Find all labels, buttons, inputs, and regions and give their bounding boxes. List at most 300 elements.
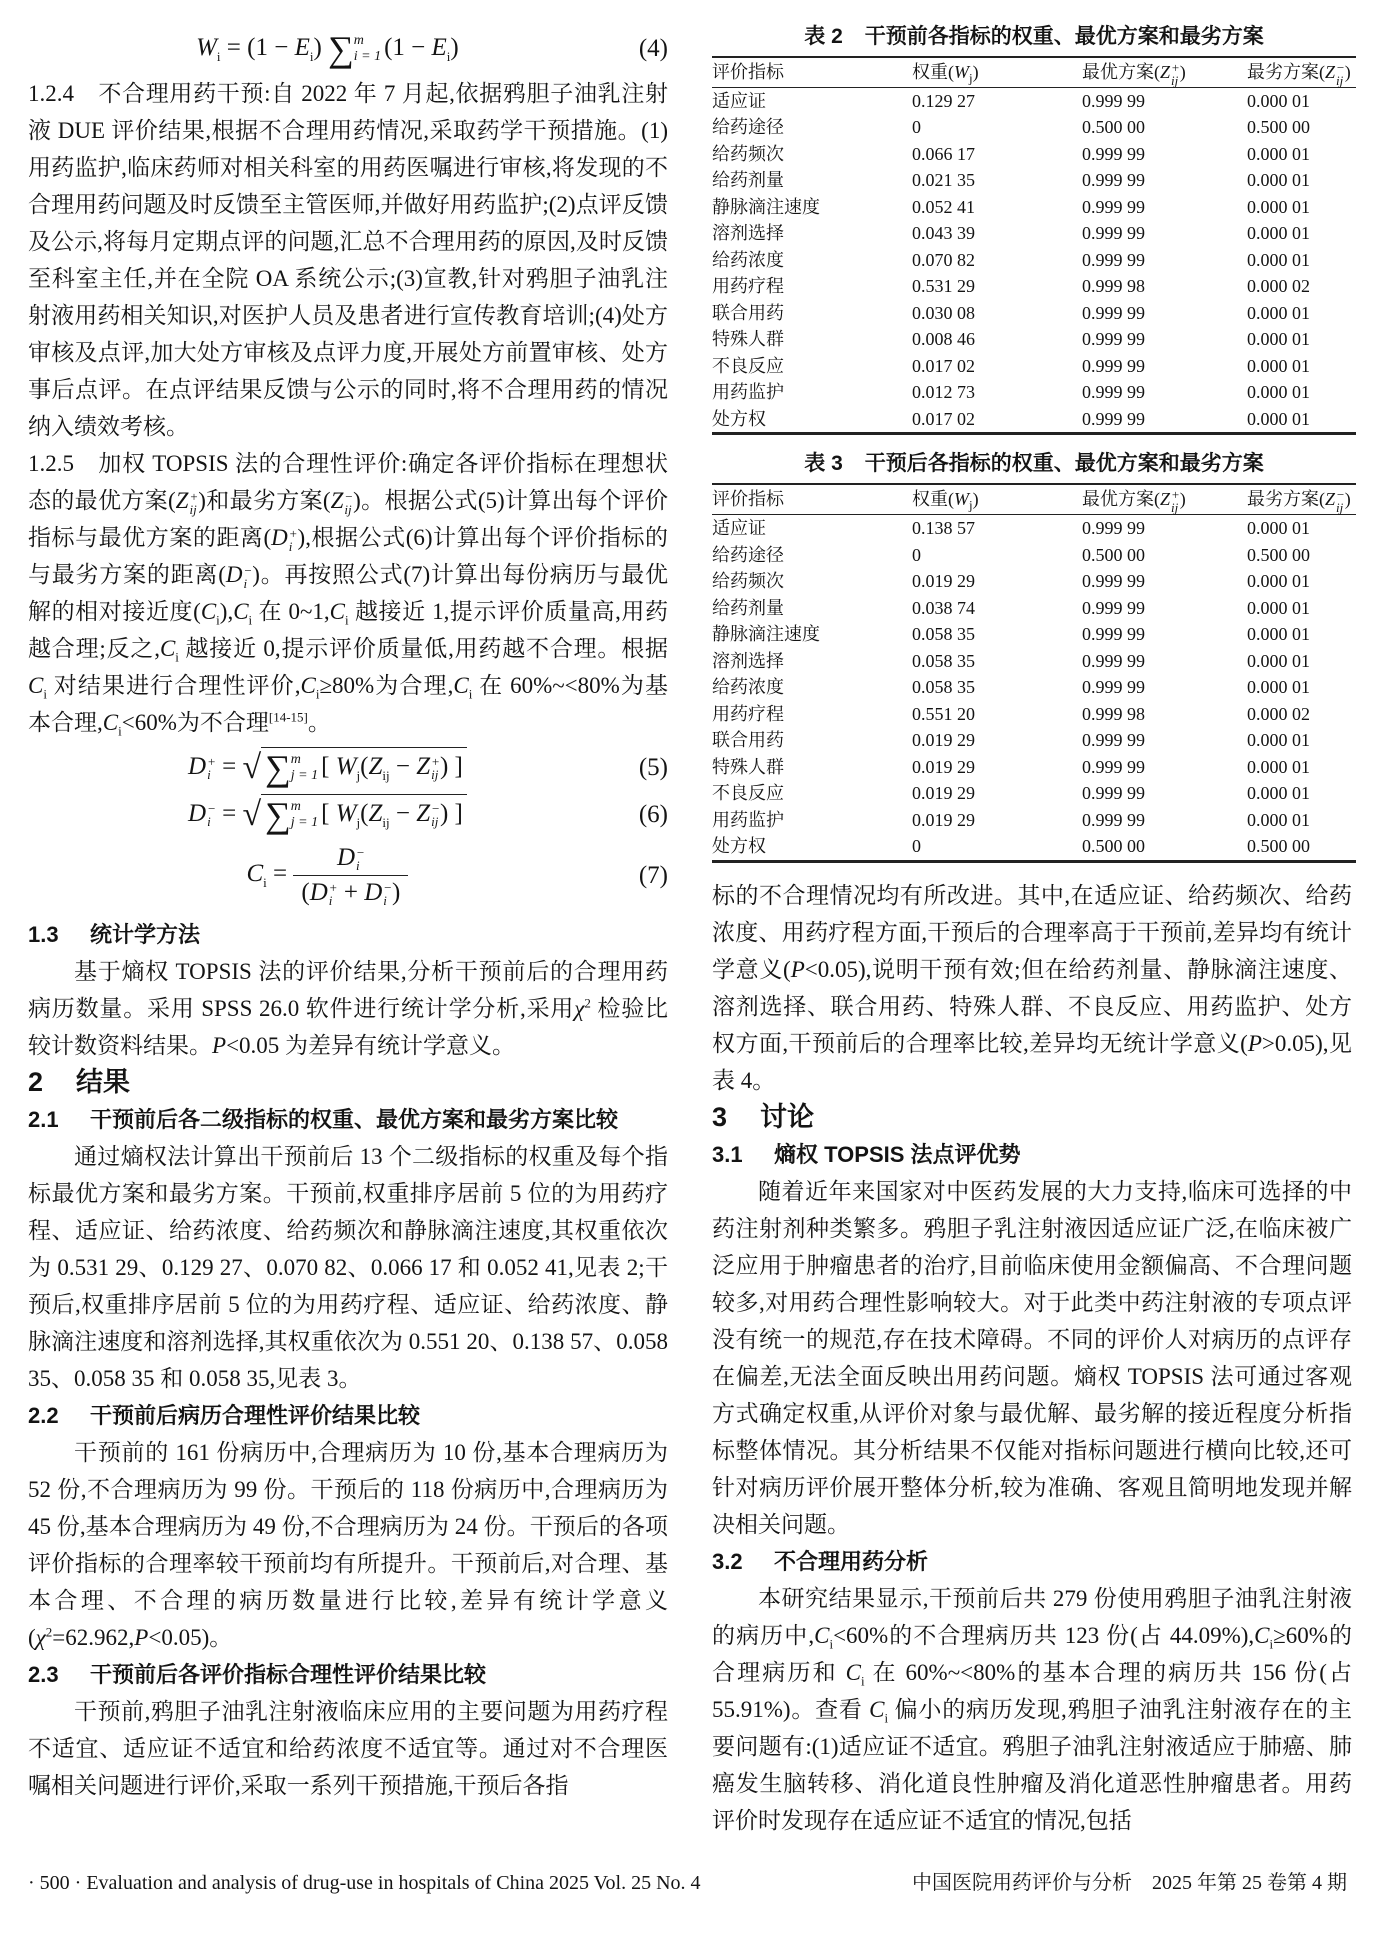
cell-worst: 0.000 01	[1247, 783, 1310, 804]
section-heading-2-2	[28, 1397, 668, 1434]
text: )	[1344, 489, 1351, 510]
sub-ij: ij	[382, 815, 390, 830]
var-z: Z	[416, 800, 431, 827]
table-2	[712, 22, 1356, 435]
var-d: D	[364, 879, 383, 906]
header-weight	[912, 58, 1082, 87]
sub-i: i	[309, 49, 314, 64]
table-row	[712, 648, 1356, 675]
text: 越接近 0,提示评价质量低,用药越不合理。根据	[178, 636, 669, 661]
cell-indicator: 给药剂量	[712, 170, 784, 191]
script-ij-minus	[344, 490, 353, 516]
rparen: )	[439, 800, 449, 827]
cell-best: 0.999 99	[1082, 650, 1145, 671]
text: >0.05),见表 4。	[712, 1030, 1352, 1093]
fraction	[293, 841, 408, 910]
plus: +	[337, 879, 365, 906]
var-d: D	[188, 753, 207, 780]
table-row	[712, 141, 1356, 168]
sub-i: i	[118, 723, 122, 739]
cell-weight: 0.070 82	[912, 249, 975, 270]
text: =62.962,	[52, 1625, 135, 1650]
formula-6	[188, 794, 467, 835]
equation-number: (6)	[638, 800, 668, 828]
text: <60%的不合理病历共 123 份(占 44.09%),	[833, 1622, 1255, 1648]
section-title: 统计学方法	[90, 922, 201, 947]
text: 最劣方案(	[1247, 62, 1325, 82]
cell-best: 0.999 99	[1082, 597, 1145, 618]
sup: −	[243, 562, 253, 578]
sub-j: j	[356, 815, 361, 830]
table-title	[712, 449, 1356, 483]
sup: +	[1171, 59, 1180, 75]
sub-j: j	[356, 768, 361, 783]
cell-worst: 0.000 01	[1247, 223, 1310, 244]
text: 基于熵权 TOPSIS 法的评价结果,分析干预前后的合理用药病历数量。采用 SPSS 26.0 软件进行统计学分析,采用	[28, 959, 668, 1021]
var-c: C	[814, 1622, 830, 1648]
cell-indicator: 静脉滴注速度	[712, 196, 820, 217]
text: <60%为不合理	[121, 710, 269, 735]
table-number: 表 2	[804, 25, 843, 48]
section-title: 不合理用药分析	[774, 1548, 929, 1574]
cell-weight: 0.017 02	[912, 408, 975, 429]
cell-best: 0.999 99	[1082, 170, 1145, 191]
var-c: C	[233, 599, 249, 624]
cell-weight: 0.021 35	[912, 170, 975, 191]
sub: ij	[431, 814, 439, 830]
var-e: E	[431, 34, 447, 61]
radicand	[261, 747, 467, 787]
var-chi: χ	[35, 1625, 46, 1650]
text: ),	[219, 599, 234, 624]
table-row	[712, 542, 1356, 569]
text: ),根据公式(6)计算出每个评价指标的与最劣方案的距离(	[28, 525, 668, 587]
table-header-row	[712, 485, 1356, 515]
paragraph-2-3: 干预前,鸦胆子油乳注射液临床应用的主要问题为用药疗程不适宜、适应证不适宜和给药浓度不适宜等。通过对不合理医嘱相关问题进行评价,采取一系列干预措施,干预后各指	[28, 1699, 668, 1798]
cell-weight: 0.058 35	[912, 677, 975, 698]
sup: +	[328, 880, 338, 896]
cell-best: 0.999 99	[1082, 382, 1145, 403]
sub: i	[383, 893, 387, 909]
sup: +	[431, 754, 440, 770]
cell-worst: 0.000 01	[1247, 355, 1310, 376]
cell-weight: 0.043 39	[912, 223, 975, 244]
cell-worst: 0.000 01	[1247, 597, 1310, 618]
lower-limit: j = 1	[290, 768, 319, 784]
var-d: D	[188, 800, 207, 827]
table-caption: 干预后各指标的权重、最优方案和最劣方案	[864, 452, 1264, 476]
sub-i: i	[860, 1673, 865, 1689]
sup: −	[344, 488, 354, 504]
var-c: C	[159, 636, 176, 661]
cell-indicator: 不良反应	[712, 355, 784, 376]
cell-indicator: 特殊人群	[712, 329, 784, 350]
table-row	[712, 88, 1356, 115]
script-i-plus	[329, 881, 338, 907]
var-w: W	[954, 489, 969, 510]
cell-worst: 0.000 01	[1247, 518, 1310, 539]
cell-weight: 0	[912, 117, 921, 138]
sup: −	[356, 845, 365, 861]
cell-weight: 0	[912, 544, 921, 565]
table-body	[712, 483, 1356, 862]
table-row	[712, 833, 1356, 860]
cell-indicator: 用药监护	[712, 809, 784, 830]
sub: i	[356, 858, 360, 874]
table-number: 表 3	[804, 452, 843, 476]
sum-limits	[291, 799, 318, 831]
script-i-plus	[289, 527, 298, 553]
table-caption: 干预前各指标的权重、最优方案和最劣方案	[864, 25, 1264, 48]
section-title: 干预前后病历合理性评价结果比较	[90, 1403, 421, 1428]
cell-worst: 0.500 00	[1247, 117, 1310, 138]
header-worst	[1247, 485, 1356, 514]
cell-best: 0.999 98	[1082, 703, 1145, 724]
table-body	[712, 56, 1356, 435]
table-row	[712, 273, 1356, 300]
cell-indicator: 处方权	[712, 408, 766, 429]
cell-weight: 0.008 46	[912, 329, 975, 350]
cell-weight: 0.058 35	[912, 624, 975, 645]
var-chi: χ	[574, 996, 585, 1021]
cell-best: 0.500 00	[1082, 117, 1145, 138]
script-i-minus	[356, 846, 365, 872]
var-p: P	[1247, 1030, 1262, 1056]
table-row	[712, 379, 1356, 406]
text: )	[1179, 489, 1186, 510]
equals: =	[273, 860, 288, 888]
denominator	[293, 875, 408, 910]
cell-weight: 0.551 20	[912, 703, 975, 724]
table-row	[712, 701, 1356, 728]
minus: −	[389, 753, 417, 780]
table-row	[712, 727, 1356, 754]
rparen: )	[450, 34, 459, 61]
text: 越接近 1,提示评价质量高,用药越合理;反之,	[28, 599, 669, 661]
cell-indicator: 给药途径	[712, 544, 784, 565]
lparen: (	[301, 879, 310, 906]
cell-worst: 0.000 01	[1247, 677, 1310, 698]
section-heading-2-1	[28, 1101, 668, 1138]
paragraph-1-3	[28, 953, 668, 1064]
sup-2: 2	[584, 995, 591, 1011]
sub-i: i	[216, 49, 221, 64]
script-ij-minus	[431, 802, 440, 828]
table-row	[712, 674, 1356, 701]
header-weight	[912, 485, 1082, 514]
sub: ij	[1171, 72, 1179, 88]
text: 权重(	[912, 489, 954, 510]
text: 本研究结果显示,干预前后共 279 份使用鸦胆子油乳注射液的病历中,	[712, 1585, 1352, 1648]
section-heading-3-2	[712, 1543, 1352, 1580]
cell-worst: 0.000 01	[1247, 408, 1310, 429]
lower-limit: j = 1	[290, 815, 319, 831]
text: 最优方案(	[1082, 62, 1160, 82]
sub-ij: ij	[382, 768, 390, 783]
cell-worst: 0.000 01	[1247, 90, 1310, 111]
section-title: 干预前后各评价指标合理性评价结果比较	[90, 1662, 487, 1687]
cell-best: 0.999 99	[1082, 756, 1145, 777]
cell-best: 0.999 99	[1082, 783, 1145, 804]
cell-worst: 0.000 01	[1247, 329, 1310, 350]
text: 最劣方案(	[1247, 489, 1325, 510]
minus: −	[389, 800, 417, 827]
var-c: C	[329, 599, 345, 624]
text: ≥80%为合理,	[319, 673, 454, 698]
one-minus: (1 −	[384, 34, 432, 61]
citation[interactable]: [14-15]	[268, 709, 308, 725]
cell-weight: 0.058 35	[912, 650, 975, 671]
cell-indicator: 用药疗程	[712, 703, 784, 724]
text: )和最劣方案(	[198, 488, 331, 513]
sub: ij	[344, 501, 352, 517]
rparen: )	[439, 753, 449, 780]
var-p: P	[134, 1625, 149, 1650]
table-row	[712, 568, 1356, 595]
footer-journal-chinese: 中国医院用药评价与分析 2025 年第 25 卷第 4 期	[912, 1872, 1347, 1894]
lbracket: [	[321, 800, 330, 827]
table-row	[712, 807, 1356, 834]
script-ij-minus	[1336, 488, 1345, 514]
section-heading-1-3	[28, 916, 668, 953]
cell-weight: 0.052 41	[912, 196, 975, 217]
text: <0.05)。	[148, 1625, 233, 1650]
cell-indicator: 溶剂选择	[712, 223, 784, 244]
sub: ij	[1171, 500, 1179, 516]
numerator	[337, 841, 365, 875]
sub: ij	[189, 501, 197, 517]
sub-i: i	[345, 612, 349, 628]
cell-worst: 0.000 02	[1247, 276, 1310, 297]
sub-j: j	[969, 70, 973, 86]
var-d: D	[271, 525, 288, 550]
table-row	[712, 621, 1356, 648]
text: 1.2.5 加权 TOPSIS 法的合理性评价:确定各评价指标在理想状态的最优方案(	[28, 451, 668, 513]
equation-number: (7)	[638, 861, 668, 889]
formula-5	[188, 747, 467, 788]
equals: =	[222, 753, 237, 780]
sub-i: i	[43, 686, 47, 702]
text: )	[972, 489, 979, 510]
script-ij-plus	[431, 755, 440, 781]
table-row	[712, 167, 1356, 194]
cell-indicator: 静脉滴注速度	[712, 624, 820, 645]
paragraph-3-1: 随着近年来国家对中医药发展的大力支持,临床可选择的中药注射剂种类繁多。鸦胆子乳注射液因适应证广泛,在临床被广泛应用于肿瘤患者的治疗,目前临床使用金额偏高、不合理问题较多,对用药合理性影响较大。对于此类中药注射液的专项点评没有统一的规范,存在技术障碍。不同的评价人对病历的点评存在偏差,无法全面反映出用药问题。熵权 TOPSIS 法可通过客观方式确定权重,从评价对象与最优解、最劣解的接近程度分析指标整体情况。其分析结果不仅能对指标问题进行横向比较,还可针对病历评价展开整体分析,较为准确、客观且简明地发现并解决相关问题。	[712, 1178, 1352, 1537]
var-w: W	[335, 753, 357, 780]
table-row	[712, 595, 1356, 622]
var-c: C	[28, 673, 44, 698]
cell-weight: 0.017 02	[912, 355, 975, 376]
text: )	[972, 62, 979, 82]
var-c: C	[102, 710, 119, 735]
cell-best: 0.999 99	[1082, 730, 1145, 751]
cell-best: 0.999 98	[1082, 276, 1145, 297]
cell-best: 0.500 00	[1082, 836, 1145, 857]
cell-weight: 0.019 29	[912, 756, 975, 777]
header-indicator: 评价指标	[712, 489, 784, 510]
section-title: 熵权 TOPSIS 法点评优势	[774, 1141, 1021, 1167]
table-row	[712, 194, 1356, 221]
cell-worst: 0.000 01	[1247, 170, 1310, 191]
cell-weight: 0.138 57	[912, 518, 975, 539]
text: 在 60%~<80%为基本合理,	[28, 673, 668, 735]
cell-weight: 0.019 29	[912, 809, 975, 830]
cell-worst: 0.000 01	[1247, 624, 1310, 645]
sub: ij	[431, 767, 439, 783]
var-c: C	[300, 673, 316, 698]
sub-i: i	[263, 875, 267, 891]
var-c: C	[246, 860, 264, 888]
cell-best: 0.999 99	[1082, 329, 1145, 350]
section-number: 3.1	[712, 1141, 743, 1167]
sum-limits	[291, 752, 318, 784]
cell-best: 0.999 99	[1082, 624, 1145, 645]
text: 在 60%~<80%的基本合理的病历共 156 份(占 55.91%)。查看	[712, 1659, 1352, 1722]
text: 干预前的 161 份病历中,合理病历为 10 份,基本合理病历为 52 份,不合理病历为 99 份。干预后的 118 份病历中,合理病历为 45 份,基本合理病历为 49 份,不合理病历为 24 份。干预后的各项评价指标的合理率较干预前均有所提升。干预前后,对合理、基本合理、不合理的病历数量进行比较,差异有统计学意义(	[28, 1440, 668, 1650]
cell-best: 0.999 99	[1082, 809, 1145, 830]
cell-best: 0.999 99	[1082, 143, 1145, 164]
equals: =	[226, 34, 241, 61]
sqrt-sign: √	[242, 749, 262, 786]
lparen: (	[360, 800, 369, 827]
sub: i	[243, 575, 248, 591]
paragraph-1-2-4: 1.2.4 不合理用药干预:自 2022 年 7 月起,依据鸦胆子油乳注射液 DUE 评价结果,根据不合理用药情况,采取药学干预措施。(1)用药监护,临床药师对相关科室的用药医嘱进行审核,将发现的不合理用药问题及时反馈至主管医师,并做好用药监护;(2)点评反馈及公示,将每月定期点评的问题,汇总不合理用药的原因,及时反馈至科室主任,并在全院 OA 系统公示;(3)宣教,针对鸦胆子油乳注射液用药相关知识,对医护人员及患者进行宣传教育培训;(4)处方审核及点评,加大处方审核及点评力度,开展处方前置审核、处方事后点评。在点评结果反馈与公示的同时,将不合理用药的情况纳入绩效考核。	[28, 81, 668, 439]
var-d: D	[336, 844, 356, 871]
var-z: Z	[1325, 62, 1336, 82]
var-c: C	[869, 1696, 885, 1722]
text: 偏小的病历发现,鸦胆子油乳注射液存在的主要问题有:(1)适应证不适宜。鸦胆子油乳注射液适应于肺癌、肺癌发生脑转移、消化道良性肿瘤及消化道恶性肿瘤患者。用药评价时发现存在适应证不适宜的情况,包括	[712, 1696, 1353, 1833]
cell-best: 0.999 99	[1082, 223, 1145, 244]
cell-worst: 0.000 01	[1247, 650, 1310, 671]
var-z: Z	[1325, 489, 1336, 510]
cell-weight: 0.066 17	[912, 143, 975, 164]
sup-2: 2	[45, 1624, 53, 1640]
table-row	[712, 247, 1356, 274]
footer-journal-english: · 500 · Evaluation and analysis of drug-use in hospitals of China 2025 Vol. 25 No. 4	[28, 1872, 701, 1894]
formula-7-row	[28, 841, 668, 910]
section-title: 干预前后各二级指标的权重、最优方案和最劣方案比较	[90, 1107, 619, 1132]
sup: −	[383, 880, 393, 896]
text: <0.05),说明干预有效;但在给药剂量、静脉滴注速度、溶剂选择、联合用药、特殊人群、不良反应、用药监护、处方权方面,干预前后的合理率比较,差异均无统计学意义(	[712, 956, 1352, 1056]
text: ≥60%的合理病历和	[712, 1622, 1352, 1685]
sum-limits	[354, 33, 381, 65]
table-row	[712, 406, 1356, 433]
cell-indicator: 给药浓度	[712, 677, 784, 698]
table-rows	[712, 88, 1356, 433]
cell-indicator: 给药剂量	[712, 597, 784, 618]
cell-worst: 0.000 01	[1247, 571, 1310, 592]
upper-limit: m	[290, 799, 301, 815]
section-number: 3.2	[712, 1548, 743, 1574]
cell-weight: 0.030 08	[912, 302, 975, 323]
cell-weight: 0.019 29	[912, 783, 975, 804]
cell-indicator: 特殊人群	[712, 756, 784, 777]
sup: +	[1171, 487, 1180, 503]
section-title: 结果	[76, 1067, 130, 1097]
cell-worst: 0.000 01	[1247, 143, 1310, 164]
equation-number: (5)	[638, 753, 668, 781]
cell-best: 0.999 99	[1082, 302, 1145, 323]
cell-worst: 0.000 01	[1247, 756, 1310, 777]
equation-number: (4)	[638, 34, 668, 62]
sub: i	[207, 814, 211, 830]
section-heading-3	[712, 1099, 1352, 1136]
table-row	[712, 326, 1356, 353]
table-row	[712, 780, 1356, 807]
header-indicator: 评价指标	[712, 62, 784, 82]
script-i-minus	[244, 564, 253, 590]
rbracket: ]	[454, 800, 463, 827]
formula-5-row	[28, 747, 668, 788]
sup: −	[1336, 59, 1345, 75]
var-c: C	[1254, 1622, 1270, 1648]
lower-limit: i = 1	[353, 49, 382, 65]
lparen: (	[360, 753, 369, 780]
sup: +	[189, 488, 199, 504]
rbracket: ]	[454, 753, 463, 780]
text: 权重(	[912, 62, 954, 82]
cell-indicator: 用药疗程	[712, 276, 784, 297]
rparen: )	[392, 879, 401, 906]
text: 检验比较计数资料结果。	[28, 996, 669, 1058]
section-number: 1.3	[28, 922, 59, 947]
text: )。根据公式(5)计算出每个评价指标与最优方案的距离(	[28, 488, 668, 550]
cell-weight: 0.019 29	[912, 571, 975, 592]
var-z: Z	[416, 753, 431, 780]
sub: ij	[1336, 500, 1344, 516]
text: 最优方案(	[1082, 489, 1160, 510]
sub: i	[328, 893, 333, 909]
script-i-minus	[383, 881, 392, 907]
paragraph-1-2-5	[28, 445, 668, 741]
sup: −	[1336, 487, 1345, 503]
cell-indicator: 联合用药	[712, 302, 784, 323]
table-row	[712, 220, 1356, 247]
script-ij-plus	[1171, 61, 1180, 87]
text: )	[1344, 62, 1351, 82]
table-3	[712, 449, 1356, 862]
var-e: E	[294, 34, 310, 61]
footer	[0, 1856, 1375, 1918]
section-heading-3-1	[712, 1136, 1352, 1173]
header-best	[1082, 58, 1247, 87]
section-heading-2	[28, 1064, 668, 1101]
cell-weight: 0.012 73	[912, 382, 975, 403]
sum-sign: ∑	[265, 748, 291, 788]
table-row	[712, 754, 1356, 781]
cell-best: 0.999 99	[1082, 90, 1145, 111]
var-p: P	[790, 956, 805, 982]
cell-indicator: 不良反应	[712, 783, 784, 804]
cell-best: 0.999 99	[1082, 249, 1145, 270]
sub-i: i	[315, 686, 320, 702]
cell-worst: 0.000 01	[1247, 382, 1310, 403]
one-minus: (1 −	[247, 34, 295, 61]
header-worst	[1247, 58, 1356, 87]
var-c: C	[453, 673, 469, 698]
table-rows	[712, 515, 1356, 860]
var-z: Z	[330, 488, 344, 513]
var-w: W	[196, 34, 217, 61]
cell-indicator: 给药频次	[712, 571, 784, 592]
text: <0.05 为差异有统计学意义。	[226, 1033, 516, 1058]
cell-indicator: 适应证	[712, 90, 766, 111]
lbracket: [	[321, 753, 330, 780]
sub: ij	[1336, 72, 1344, 88]
cell-worst: 0.000 02	[1247, 703, 1310, 724]
var-z: Z	[368, 800, 383, 827]
cell-indicator: 溶剂选择	[712, 650, 784, 671]
